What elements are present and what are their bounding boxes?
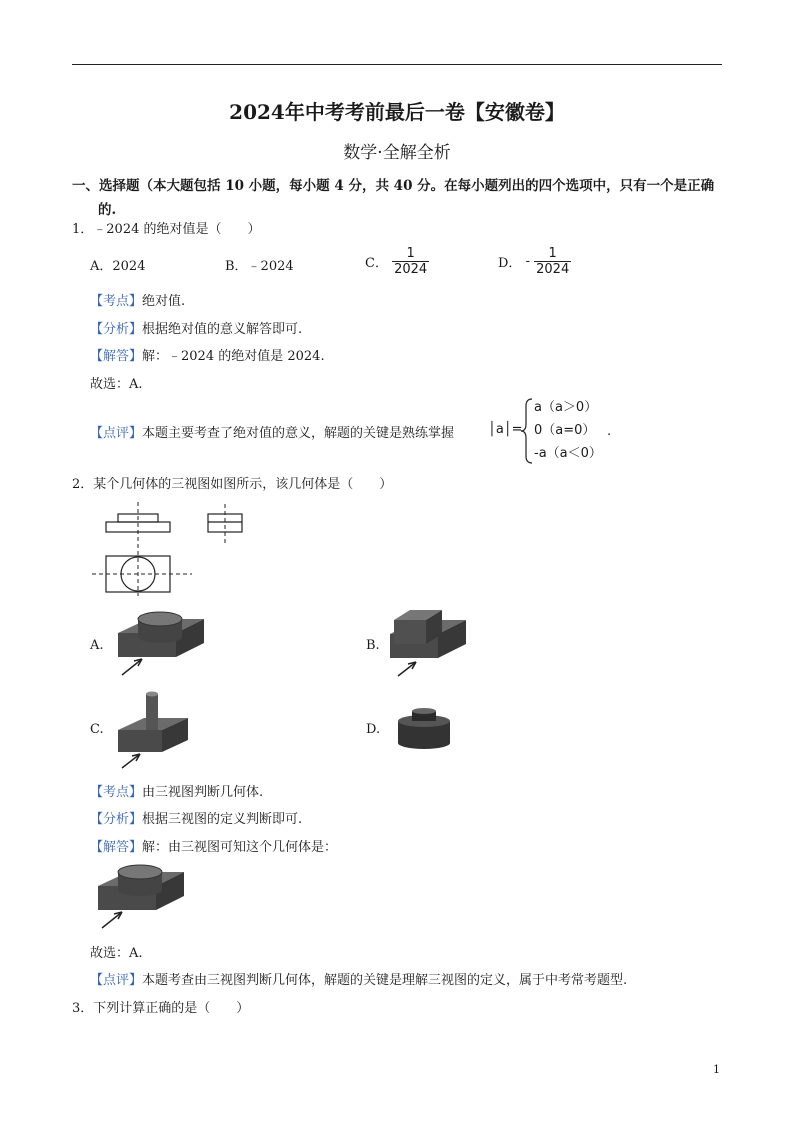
q1-kaodian xyxy=(90,290,185,309)
q2-answer: 故选：A. xyxy=(90,946,143,961)
q2-option-b-label: B. xyxy=(366,638,380,653)
abs-expression: │a│= xyxy=(488,422,523,437)
q2-jieda xyxy=(90,836,337,855)
solid-b-cube-on-block xyxy=(384,600,474,680)
q1-kaodian-tag: 【考点】 xyxy=(90,294,143,309)
answer-solid-cylinder-on-block xyxy=(92,858,192,930)
page-number: 1 xyxy=(713,1063,720,1076)
q1-option-d-label: D． xyxy=(498,256,522,271)
q2-option-d-label: D. xyxy=(366,722,381,737)
page-subtitle: 数学·全解全析 xyxy=(343,143,451,163)
q1-jieda-text: 解：﹣2024 的绝对值是 2024. xyxy=(142,349,325,364)
q1-option-b: B．﹣2024 xyxy=(225,259,294,274)
section-heading xyxy=(72,174,732,222)
q1-option-d-numerator: 1 xyxy=(548,246,557,261)
q1-dianping-tag: 【点评】 xyxy=(90,426,143,441)
q1-option-c-fraction xyxy=(392,246,429,277)
q1-fenxi xyxy=(90,318,302,337)
q2-stem: 2．某个几何体的三视图如图所示，该几何体是（ ） xyxy=(72,477,393,492)
q2-fenxi-text: 根据三视图的定义判断即可. xyxy=(142,812,303,827)
q2-fenxi-tag: 【分析】 xyxy=(90,812,143,827)
q1-jieda xyxy=(90,345,325,364)
piecewise-case-2: 0（a=0） xyxy=(534,423,596,438)
q1-jieda-tag: 【解答】 xyxy=(90,349,143,364)
q2-kaodian-tag: 【考点】 xyxy=(90,785,143,800)
q1-option-a: A．2024 xyxy=(90,259,146,274)
q1-option-d xyxy=(498,246,571,277)
piecewise-case-3: -a（a＜0） xyxy=(534,446,602,461)
q2-dianping-tag: 【点评】 xyxy=(90,973,143,988)
solid-c-rod-on-block xyxy=(112,690,202,770)
page-title: 2024年中考考前最后一卷【安徽卷】 xyxy=(229,100,565,124)
q3-stem: 3．下列计算正确的是（ ） xyxy=(72,1001,250,1016)
q2-kaodian xyxy=(90,781,263,800)
q2-fenxi xyxy=(90,808,302,827)
solid-d-stacked-cylinders xyxy=(394,707,454,757)
header-rule xyxy=(72,64,722,65)
q1-option-d-sign: - xyxy=(525,254,530,269)
section-heading-line2: 的. xyxy=(98,202,117,218)
q2-kaodian-text: 由三视图判断几何体. xyxy=(142,785,264,800)
q2-jieda-text: 解：由三视图可知这个几何体是： xyxy=(142,840,338,855)
solid-a-cylinder-on-block xyxy=(112,605,212,677)
piecewise-period: . xyxy=(607,424,612,439)
q1-stem: 1．﹣2024 的绝对值是（ ） xyxy=(72,222,261,237)
piecewise-case-1: a（a＞0） xyxy=(534,400,598,415)
q2-dianping-text: 本题考查由三视图判断几何体，解题的关键是理解三视图的定义，属于中考常考题型. xyxy=(142,973,628,988)
q1-answer: 故选：A. xyxy=(90,377,143,392)
three-view-drawing xyxy=(88,500,248,596)
q2-dianping xyxy=(90,969,627,988)
piecewise-brace xyxy=(520,398,534,464)
q2-option-c-label: C. xyxy=(90,722,104,737)
q1-dianping-text: 本题主要考查了绝对值的意义，解题的关键是熟练掌握 xyxy=(142,426,455,441)
q1-option-d-fraction xyxy=(534,246,571,277)
q1-option-c-label: C． xyxy=(365,256,388,271)
q1-fenxi-text: 根据绝对值的意义解答即可. xyxy=(142,322,303,337)
q1-fenxi-tag: 【分析】 xyxy=(90,322,143,337)
section-heading-line1: 一、选择题（本大题包括 10 小题，每小题 4 分，共 40 分。在每小题列出的四个选项中，只有一个是正确 xyxy=(72,178,715,194)
q1-option-c xyxy=(365,246,429,277)
q1-option-c-numerator: 1 xyxy=(406,246,415,261)
q1-option-c-denominator: 2024 xyxy=(394,262,428,277)
q1-option-d-denominator: 2024 xyxy=(536,262,570,277)
q1-kaodian-text: 绝对值. xyxy=(142,294,186,309)
q2-jieda-tag: 【解答】 xyxy=(90,840,143,855)
q2-option-a-label: A. xyxy=(90,638,104,653)
q1-dianping xyxy=(90,422,454,441)
